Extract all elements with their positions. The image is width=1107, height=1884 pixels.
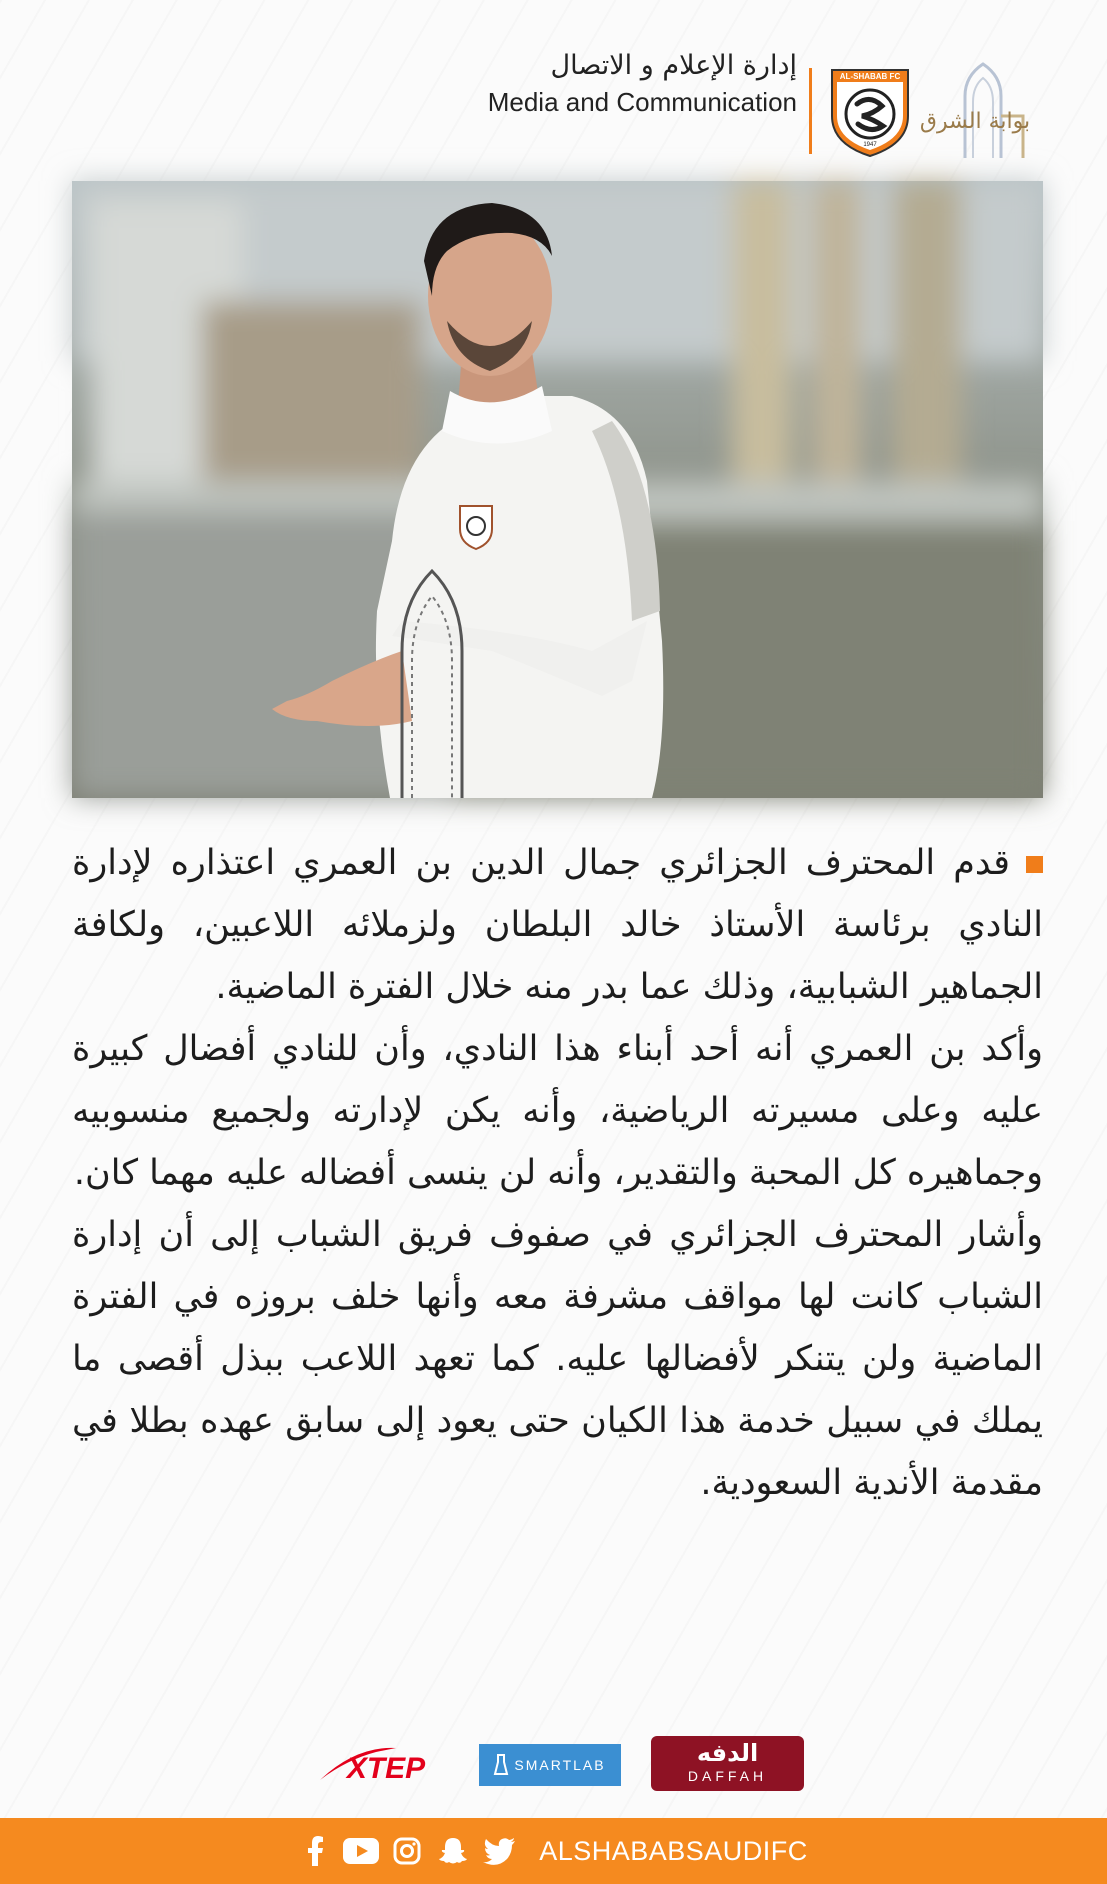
twitter-icon[interactable]: [483, 1835, 515, 1867]
department-block: [488, 48, 797, 120]
article-paragraph: وأشار المحترف الجزائري في صفوف فريق الشباب إلى أن إدارة الشباب كانت لها مواقف مشرفة معه وأنها خلف بروزه في الفترة الماضية ولن يتنكر لأفضالها عليه. كما تعهد اللاعب ببذل أقصى ما يملك في سبيل خدمة هذا الكيان حتى يعود إلى سابق عهده بطلا في مقدمة الأندية السعودية.: [72, 1215, 1043, 1503]
header: [0, 28, 1107, 148]
smartlab-logo: [479, 1744, 621, 1786]
flask-icon: [494, 1754, 508, 1776]
header-divider: [809, 68, 812, 154]
article-paragraph: [72, 832, 1043, 1018]
article-paragraph-text: قدم المحترف الجزائري جمال الدين بن العمري اعتذاره لإدارة النادي برئاسة الأستاذ خالد البلطان ولزملائه اللاعبين، ولكافة الجماهير الشبابية، وذلك عما بدر منه خلال الفترة الماضية.: [72, 843, 1043, 1007]
social-handle[interactable]: ALSHABABSAUDIFC: [539, 1835, 808, 1866]
club-crest-logo: [827, 64, 913, 158]
daffah-logo-text-ar: الدفه: [696, 1739, 759, 1767]
crest-year: 1947: [863, 142, 877, 148]
gate-logo: [919, 56, 1031, 160]
player-photo-illustration: [72, 181, 1043, 798]
daffah-logo-text-en: DAFFAH: [687, 1768, 768, 1784]
smartlab-logo-text: SMARTLAB: [514, 1757, 606, 1773]
snapchat-icon[interactable]: [437, 1835, 469, 1867]
youtube-icon[interactable]: [345, 1835, 377, 1867]
department-title-en: Media and Communication: [487, 87, 797, 117]
xtep-logo-text: XTEP: [346, 1752, 426, 1785]
sponsors-bar: [0, 1736, 1107, 1792]
instagram-icon[interactable]: [391, 1835, 423, 1867]
gate-logo-text: بوابة الشرق: [919, 109, 1031, 134]
footer-bar: [0, 1818, 1107, 1884]
bullet-square-icon: [1026, 856, 1043, 873]
player-photo: [72, 181, 1043, 798]
article-body: [72, 832, 1043, 1514]
article-paragraph: وأكد بن العمري أنه أحد أبناء هذا النادي، وأن للنادي أفضال كبيرة عليه وعلى مسيرته الرياضية، وأنه يكن لإدارته ولجميع منسوبيه وجماهيره كل المحبة والتقدير، وأنه لن ينسى أفضاله عليه مهما كان.: [72, 1029, 1043, 1193]
daffah-logo: [651, 1736, 804, 1791]
xtep-logo: [316, 1740, 452, 1790]
crest-text: AL-SHABAB FC: [839, 72, 901, 81]
department-title-ar: إدارة الإعلام و الاتصال: [550, 50, 797, 81]
facebook-icon[interactable]: [299, 1835, 331, 1867]
